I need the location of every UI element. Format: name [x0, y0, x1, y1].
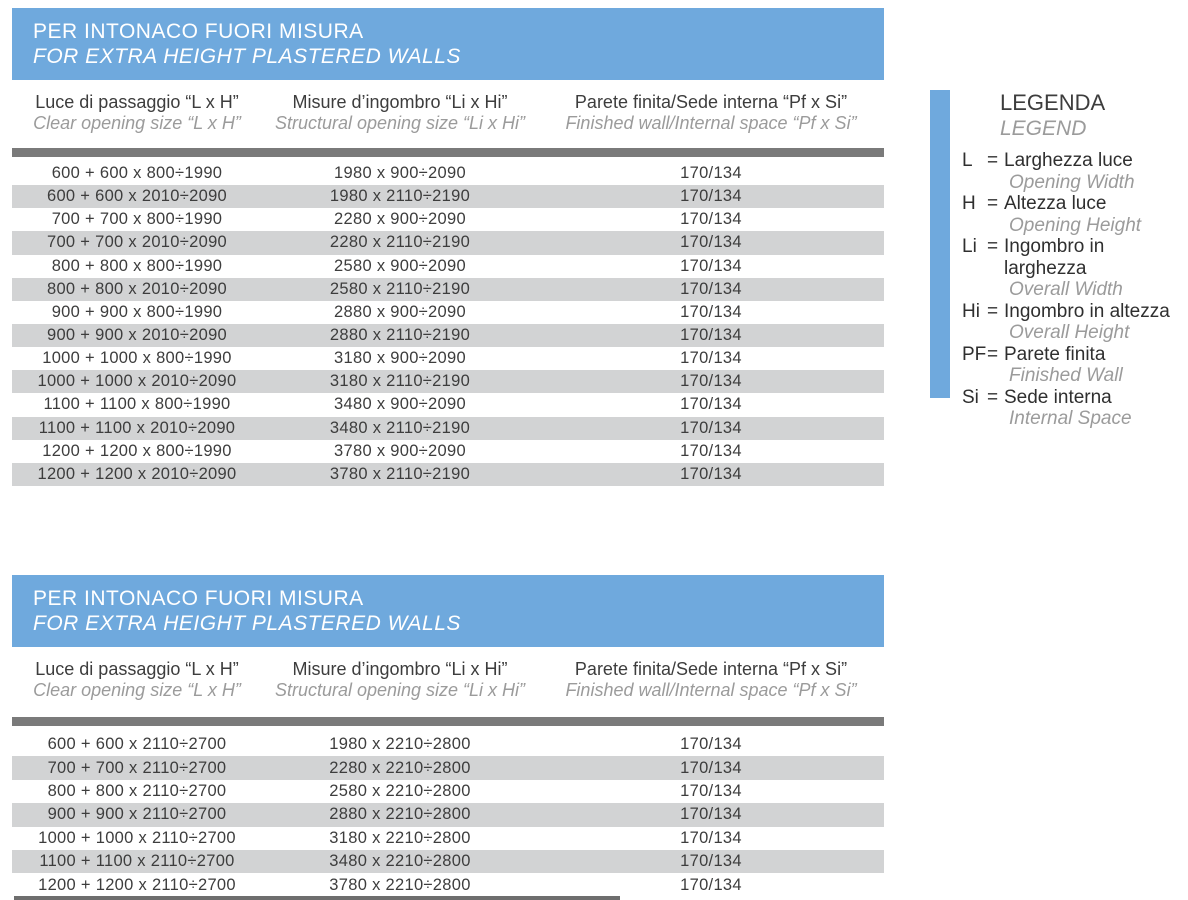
finished-wall-cell: 170/134: [680, 187, 742, 206]
clear-opening-cell: 1000 + 1000 x 800÷1990: [42, 349, 232, 368]
table-row: [12, 803, 884, 826]
legend-label-english: Internal Space: [1009, 408, 1132, 429]
legend-equals-sign: =: [987, 236, 999, 257]
table-row: [12, 756, 884, 779]
table-title-english: FOR EXTRA HEIGHT PLASTERED WALLS: [33, 612, 461, 635]
table-row: [12, 347, 884, 370]
legend-equals-sign: =: [987, 300, 999, 322]
structural-opening-cell: 2880 x 900÷2090: [334, 302, 466, 321]
finished-wall-cell: 170/134: [680, 302, 742, 321]
legend-label-english: Overall Height: [1009, 322, 1130, 343]
legend-abbreviation: H: [962, 193, 976, 214]
table-row: [12, 873, 884, 896]
table-banner: [12, 575, 884, 647]
legend-equals-sign: =: [987, 193, 999, 214]
column-headers: [12, 659, 884, 701]
legend-equals-sign: =: [987, 150, 999, 171]
column-header-italian: Parete finita/Sede interna “Pf x Si”: [574, 92, 848, 112]
legend-title-english: LEGEND: [1000, 117, 1087, 140]
table-row: [12, 255, 884, 278]
table-row: [12, 417, 884, 440]
structural-opening-cell: 3480 x 900÷2090: [334, 395, 466, 414]
clear-opening-cell: 1200 + 1200 x 2110÷2700: [38, 875, 236, 894]
structural-opening-cell: 1980 x 2110÷2190: [329, 187, 471, 206]
table-row: [12, 162, 884, 185]
spec-table-extra-height-1: [12, 8, 884, 486]
legend-abbreviation: Li: [962, 236, 977, 257]
structural-opening-cell: 3180 x 2110÷2190: [329, 372, 471, 391]
table-row: [12, 780, 884, 803]
header-divider-bar: [12, 717, 884, 726]
structural-opening-cell: 3780 x 2110÷2190: [329, 464, 471, 483]
structural-opening-cell: 3780 x 900÷2090: [334, 441, 466, 460]
legend-items: [962, 150, 1188, 430]
column-header-italian: Luce di passaggio “L x H”: [35, 659, 239, 679]
clear-opening-cell: 1200 + 1200 x 800÷1990: [42, 441, 232, 460]
legend-label-english: Overall Width: [1009, 279, 1123, 300]
legend-item: [962, 387, 1188, 430]
clear-opening-cell: 900 + 900 x 2110÷2700: [47, 805, 227, 824]
legend-label-italian: Sede interna: [1004, 386, 1112, 408]
legend-label-italian: Altezza luce: [1004, 193, 1107, 214]
table-row: [12, 733, 884, 756]
column-header-english: Clear opening size “L x H”: [33, 113, 241, 133]
legend-accent-bar: [930, 90, 950, 398]
clear-opening-cell: 600 + 600 x 2110÷2700: [47, 735, 227, 754]
legend-label-english: Opening Width: [1009, 171, 1135, 193]
table-row: [12, 827, 884, 850]
clear-opening-cell: 1200 + 1200 x 2010÷2090: [37, 464, 237, 483]
column-header-italian: Misure d’ingombro “Li x Hi”: [292, 659, 508, 679]
structural-opening-cell: 2280 x 2110÷2190: [329, 233, 471, 252]
legend-abbreviation: Hi: [962, 300, 980, 322]
column-header-clear-opening: [12, 92, 262, 134]
finished-wall-cell: 170/134: [680, 164, 742, 183]
clear-opening-cell: 600 + 600 x 800÷1990: [51, 164, 223, 183]
finished-wall-cell: 170/134: [680, 781, 742, 800]
clear-opening-cell: 800 + 800 x 800÷1990: [51, 256, 223, 275]
finished-wall-cell: 170/134: [680, 828, 742, 847]
column-header-italian: Parete finita/Sede interna “Pf x Si”: [574, 659, 848, 679]
legend-title-italian: LEGENDA: [1000, 90, 1106, 115]
finished-wall-cell: 170/134: [680, 875, 742, 894]
clear-opening-cell: 700 + 700 x 800÷1990: [51, 210, 223, 229]
structural-opening-cell: 2280 x 900÷2090: [334, 210, 466, 229]
column-headers: [12, 92, 884, 134]
finished-wall-cell: 170/134: [680, 256, 742, 275]
column-header-english: Structural opening size “Li x Hi”: [274, 113, 526, 133]
table-title-italian: PER INTONACO FUORI MISURA: [33, 20, 364, 43]
table-rows: [12, 162, 884, 486]
structural-opening-cell: 1980 x 2210÷2800: [329, 735, 471, 754]
structural-opening-cell: 3780 x 2210÷2800: [329, 875, 471, 894]
column-header-italian: Misure d’ingombro “Li x Hi”: [292, 92, 508, 112]
bottom-divider-bar: [14, 896, 620, 900]
table-banner: [12, 8, 884, 80]
finished-wall-cell: 170/134: [680, 279, 742, 298]
column-header-structural-opening: [262, 92, 538, 134]
structural-opening-cell: 1980 x 900÷2090: [334, 164, 466, 183]
structural-opening-cell: 2880 x 2110÷2190: [329, 326, 471, 345]
finished-wall-cell: 170/134: [680, 233, 742, 252]
table-row: [12, 231, 884, 254]
finished-wall-cell: 170/134: [680, 372, 742, 391]
column-header-finished-wall: [538, 659, 884, 701]
legend-label-english: Finished Wall: [1009, 365, 1123, 386]
legend: [930, 90, 1188, 430]
legend-abbreviation: Si: [962, 386, 979, 408]
clear-opening-cell: 700 + 700 x 2010÷2090: [46, 233, 228, 252]
legend-label-italian: Parete finita: [1004, 343, 1106, 365]
finished-wall-cell: 170/134: [680, 210, 742, 229]
legend-item: [962, 150, 1188, 193]
finished-wall-cell: 170/134: [680, 852, 742, 871]
spec-table-extra-height-2: [12, 575, 884, 897]
clear-opening-cell: 700 + 700 x 2110÷2700: [47, 758, 227, 777]
clear-opening-cell: 800 + 800 x 2010÷2090: [46, 279, 228, 298]
legend-label-english: Opening Height: [1009, 214, 1142, 236]
table-rows: [12, 733, 884, 897]
table-title-italian: PER INTONACO FUORI MISURA: [33, 587, 364, 610]
clear-opening-cell: 1100 + 1100 x 2010÷2090: [38, 418, 236, 437]
legend-equals-sign: =: [987, 386, 999, 408]
legend-item: [962, 193, 1188, 236]
table-row: [12, 208, 884, 231]
legend-equals-sign: =: [987, 343, 999, 365]
legend-item: [962, 236, 1188, 301]
legend-item: [962, 344, 1188, 387]
clear-opening-cell: 800 + 800 x 2110÷2700: [47, 781, 227, 800]
table-row: [12, 370, 884, 393]
table-title-english: FOR EXTRA HEIGHT PLASTERED WALLS: [33, 45, 461, 68]
finished-wall-cell: 170/134: [680, 395, 742, 414]
finished-wall-cell: 170/134: [680, 326, 742, 345]
finished-wall-cell: 170/134: [680, 805, 742, 824]
column-header-english: Finished wall/Internal space “Pf x Si”: [565, 680, 857, 700]
finished-wall-cell: 170/134: [680, 441, 742, 460]
table-row: [12, 301, 884, 324]
structural-opening-cell: 2880 x 2210÷2800: [329, 805, 471, 824]
legend-abbreviation: L: [962, 150, 973, 171]
table-row: [12, 185, 884, 208]
structural-opening-cell: 2580 x 900÷2090: [334, 256, 466, 275]
legend-body: [962, 90, 1188, 430]
finished-wall-cell: 170/134: [680, 349, 742, 368]
structural-opening-cell: 3480 x 2210÷2800: [329, 852, 471, 871]
finished-wall-cell: 170/134: [680, 418, 742, 437]
legend-label-italian: Ingombro in altezza: [1004, 300, 1170, 322]
legend-abbreviation: PF: [962, 343, 987, 365]
table-row: [12, 324, 884, 347]
structural-opening-cell: 3180 x 2210÷2800: [329, 828, 471, 847]
table-row: [12, 278, 884, 301]
finished-wall-cell: 170/134: [680, 464, 742, 483]
column-header-english: Finished wall/Internal space “Pf x Si”: [565, 113, 857, 133]
structural-opening-cell: 3480 x 2110÷2190: [329, 418, 471, 437]
column-header-finished-wall: [538, 92, 884, 134]
clear-opening-cell: 1000 + 1000 x 2110÷2700: [38, 828, 236, 847]
clear-opening-cell: 1000 + 1000 x 2010÷2090: [37, 372, 237, 391]
clear-opening-cell: 1100 + 1100 x 800÷1990: [43, 395, 231, 414]
structural-opening-cell: 2280 x 2210÷2800: [329, 758, 471, 777]
legend-label-italian: Ingombro in larghezza: [1004, 236, 1105, 279]
finished-wall-cell: 170/134: [680, 758, 742, 777]
column-header-english: Structural opening size “Li x Hi”: [274, 680, 526, 700]
structural-opening-cell: 3180 x 900÷2090: [334, 349, 466, 368]
legend-item: [962, 301, 1188, 344]
table-row: [12, 850, 884, 873]
clear-opening-cell: 900 + 900 x 800÷1990: [51, 302, 223, 321]
finished-wall-cell: 170/134: [680, 735, 742, 754]
structural-opening-cell: 2580 x 2110÷2190: [329, 279, 471, 298]
clear-opening-cell: 900 + 900 x 2010÷2090: [46, 326, 228, 345]
column-header-structural-opening: [262, 659, 538, 701]
legend-label-italian: Larghezza luce: [1004, 150, 1133, 171]
table-row: [12, 393, 884, 416]
table-row: [12, 440, 884, 463]
clear-opening-cell: 1100 + 1100 x 2110÷2700: [39, 852, 235, 871]
structural-opening-cell: 2580 x 2210÷2800: [329, 781, 471, 800]
column-header-clear-opening: [12, 659, 262, 701]
clear-opening-cell: 600 + 600 x 2010÷2090: [46, 187, 228, 206]
header-divider-bar: [12, 148, 884, 157]
column-header-english: Clear opening size “L x H”: [33, 680, 241, 700]
column-header-italian: Luce di passaggio “L x H”: [35, 92, 239, 112]
table-row: [12, 463, 884, 486]
